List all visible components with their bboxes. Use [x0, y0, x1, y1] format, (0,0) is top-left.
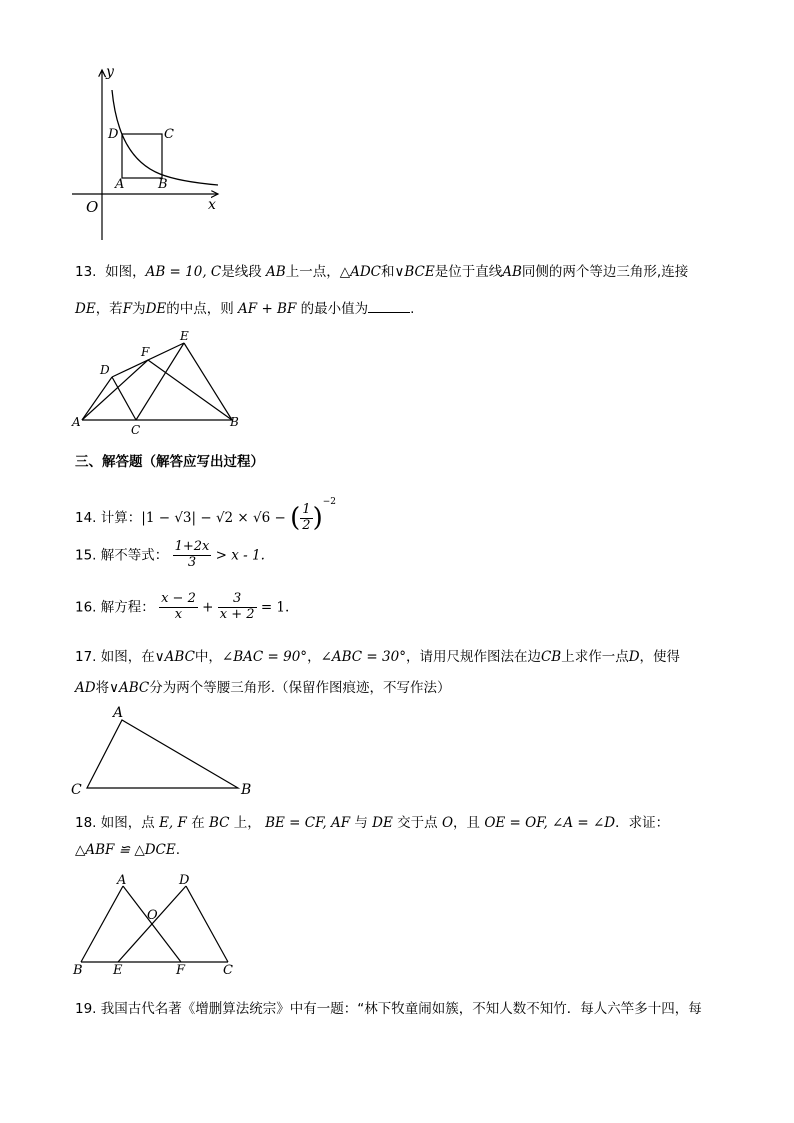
figure-13-triangles	[70, 325, 250, 437]
label-B: B	[230, 415, 239, 429]
label-C: C	[164, 127, 174, 142]
question-17-line2: AD将∨ABC分为两个等腰三角形.（保留作图痕迹，不写作法）	[75, 680, 451, 696]
label-C: C	[223, 963, 233, 978]
question-18-line2: △ABF ≌ △DCE.	[75, 842, 180, 858]
question-19: 19. 我国古代名著《增删算法统宗》中有一题：“林下牧童闹如簇，不知人数不知竹．每人六竿多十四，每	[75, 1001, 702, 1017]
question-17-line1: 17. 如图，在∨ABC中，∠BAC = 90°，∠ABC = 30°，请用尺规作图法在边CB上求作一点D，使得	[75, 649, 681, 665]
label-x: x	[208, 197, 216, 213]
label-origin: O	[86, 198, 99, 216]
question-13-line1: 13. 如图，AB = 10, C是线段 AB上一点，△ADC和∨BCE是位于直线AB同侧的两个等边三角形,连接	[75, 264, 689, 280]
label-D: D	[108, 127, 119, 142]
label-B: B	[241, 782, 252, 798]
section-heading: 三、解答题（解答应写出过程）	[75, 454, 264, 470]
label-O: O	[147, 908, 158, 923]
label-C: C	[131, 423, 141, 437]
figure-12-graph	[60, 62, 240, 247]
figure-17-triangle	[65, 700, 265, 800]
question-15: 15. 解不等式： $\frac{1+2x}{3}$ > x - 1.	[75, 539, 265, 570]
label-D: D	[179, 873, 190, 888]
label-A: A	[72, 415, 81, 429]
label-D: D	[100, 363, 110, 377]
label-A: A	[115, 177, 125, 192]
label-E: E	[113, 963, 123, 978]
label-F: F	[141, 345, 150, 359]
label-y: y	[106, 64, 114, 80]
square-abcd	[122, 134, 162, 178]
question-18-line1: 18. 如图，点 E, F 在 BC 上， BE = CF, AF 与 DE 交于点 O，且 OE = OF, ∠A = ∠D．求证：	[75, 815, 670, 831]
question-16: 16. 解方程： $\frac{x - 2}{x}$ + $\frac{3}{x + 2}$ = 1.	[75, 591, 290, 622]
label-A: A	[113, 705, 124, 721]
label-C: C	[71, 782, 82, 798]
label-B: B	[158, 177, 168, 192]
question-14: 14. 计算：|1 − √3| − √2 × √6 − ( $\frac{1}{2}$ )$^{-2}$	[75, 497, 336, 533]
label-A: A	[117, 873, 127, 888]
label-F: F	[176, 963, 186, 978]
label-B: B	[73, 963, 83, 978]
answer-blank	[368, 300, 410, 313]
figure-18-triangles	[68, 872, 248, 980]
label-E: E	[180, 329, 189, 343]
question-13-line2: DE，若F为DE的中点，则 AF + BF 的最小值为 .	[75, 301, 415, 317]
